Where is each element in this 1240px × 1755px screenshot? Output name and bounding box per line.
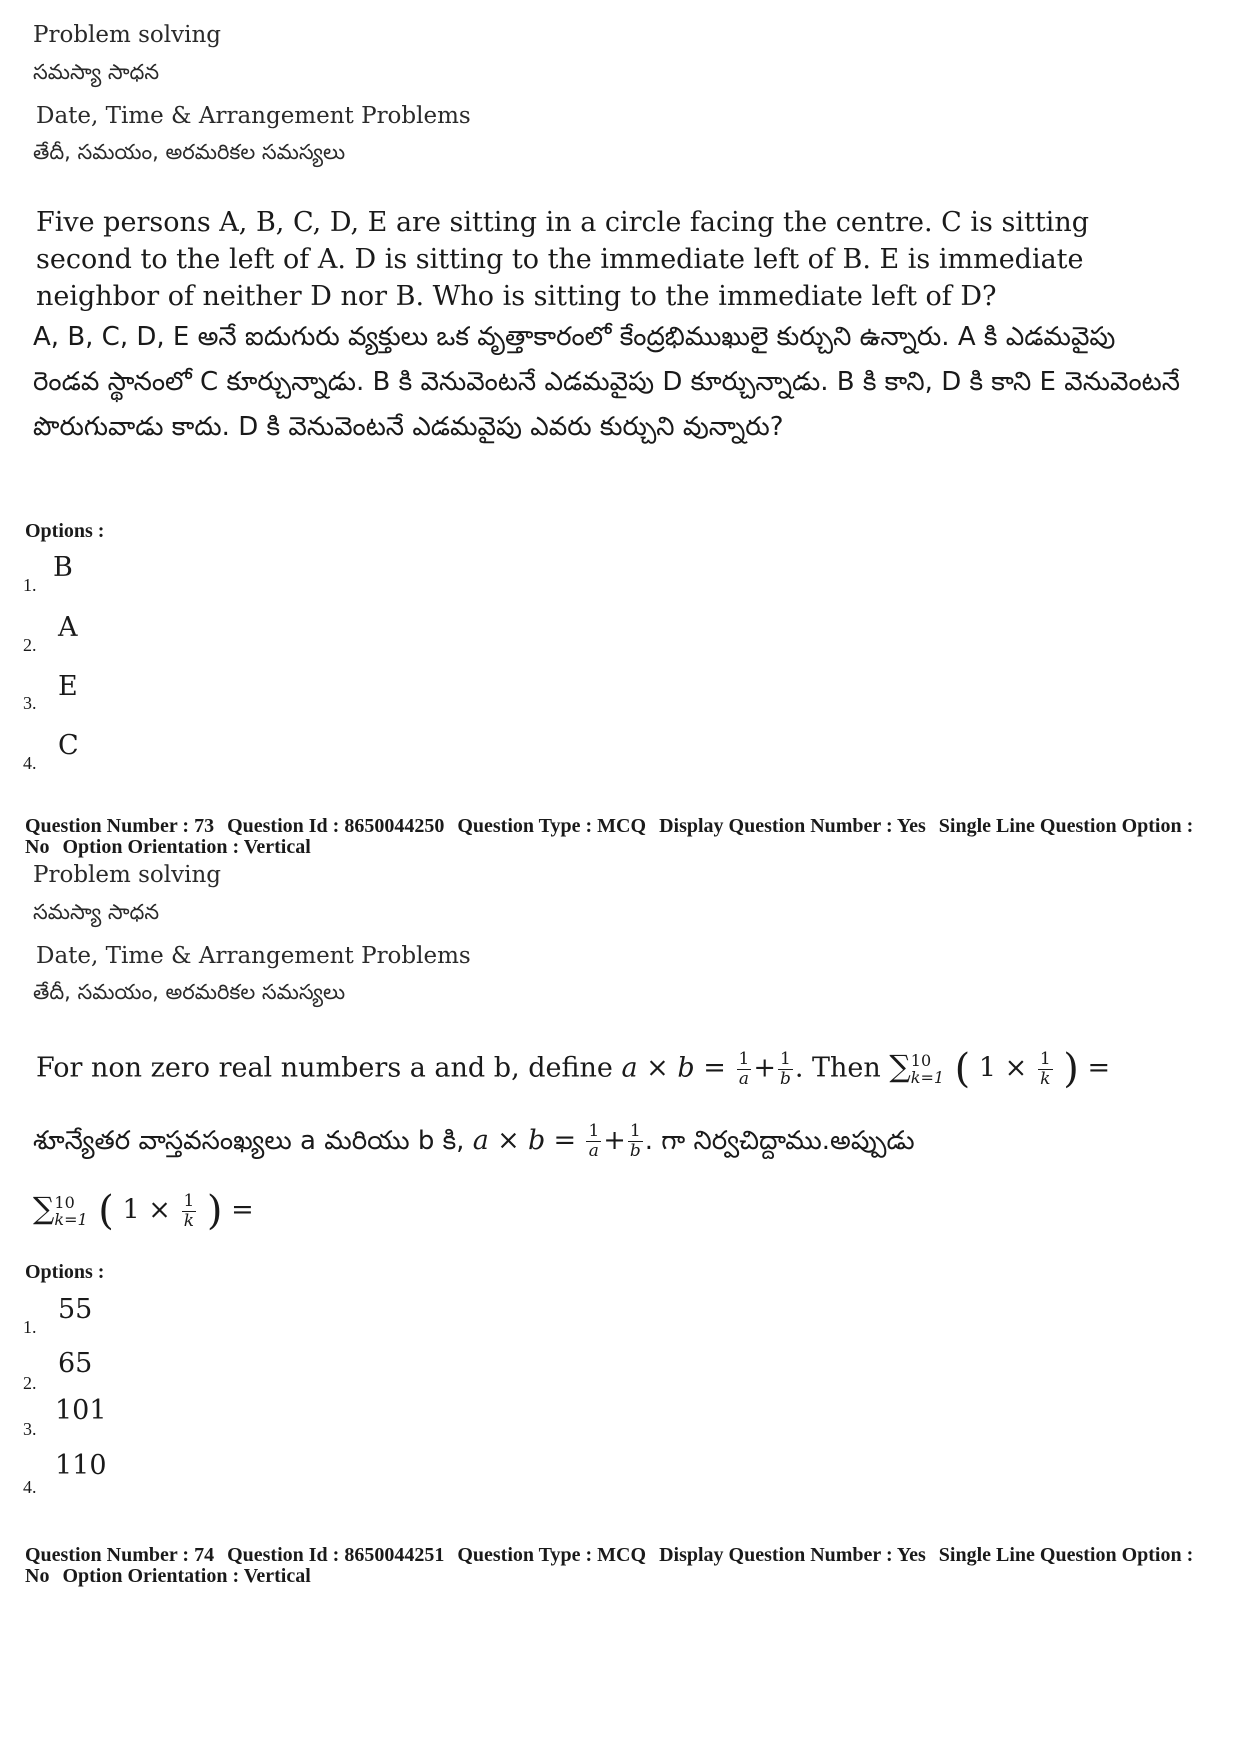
option-value[interactable]: 65 [58, 1348, 93, 1379]
option-number: 2. [23, 1373, 37, 1393]
option-value[interactable]: B [53, 552, 73, 583]
options-heading: Options : [25, 1261, 105, 1283]
subject-te: సమస్యా సాధన [33, 60, 160, 84]
sigma-symbol: ∑ [33, 1191, 55, 1227]
option-orientation: Option Orientation : Vertical [62, 1565, 311, 1587]
option-orientation: Option Orientation : Vertical [62, 836, 311, 858]
fraction-1-over-b: $\frac{1}{b}$ [629, 1121, 641, 1161]
option-number: 1. [23, 575, 37, 595]
sigma-symbol: ∑ [889, 1049, 911, 1085]
option-number: 4. [23, 1477, 37, 1497]
topic-te: తేదీ, సమయం, అరమరికల సమస్యలు [33, 140, 346, 164]
question-id: Question Id : 8650044250 [227, 815, 445, 837]
summation-expression: ∑ 10 k=1 ( 1 × $\frac{1}{k}$ ) = [33, 1188, 254, 1234]
fraction-1-over-a: $\frac{1}{a}$ [738, 1048, 750, 1089]
option-value[interactable]: E [58, 671, 78, 702]
fraction-1-over-a: $\frac{1}{a}$ [588, 1121, 600, 1161]
fraction-1-over-k: $\frac{1}{k}$ [1039, 1048, 1051, 1089]
fraction-1-over-k: $\frac{1}{k}$ [183, 1190, 195, 1231]
option-value[interactable]: A [58, 612, 78, 643]
option-number: 2. [23, 635, 37, 655]
topic-en: Date, Time & Arrangement Problems [36, 943, 471, 969]
display-question-number: Display Question Number : Yes [659, 1544, 926, 1566]
option-value[interactable]: 101 [55, 1395, 107, 1426]
question-type: Question Type : MCQ [457, 1544, 647, 1566]
subject-en: Problem solving [33, 22, 222, 48]
options-heading: Options : [25, 520, 105, 542]
question-text-en: Five persons A, B, C, D, E are sitting in a circle facing the centre. C is sitting second to the left of A. D is sitting to the immediate left of B. E is immediate neighbor of neither D nor B. Who is sitting to the immediate left of D? [36, 207, 1089, 312]
subject-en: Problem solving [33, 862, 222, 888]
display-question-number: Display Question Number : Yes [659, 815, 926, 837]
fraction-1-over-b: $\frac{1}{b}$ [779, 1048, 791, 1089]
single-line-option: Single Line Question Option : No [25, 1544, 1194, 1587]
subject-te: సమస్యా సాధన [33, 900, 160, 924]
option-number: 3. [23, 693, 37, 713]
question-text-en: For non zero real numbers a and b, define a × b = $\frac{1}{a}$ + $\frac{1}{b}$ . Then ∑ 10 k=1 ( 1 × $\frac{1}{k}$ ) = [36, 1046, 1111, 1092]
question-number: Question Number : 74 [25, 1544, 215, 1566]
question-meta [25, 1545, 1205, 1587]
option-number: 4. [23, 753, 37, 773]
question-meta [25, 816, 1205, 858]
question-id: Question Id : 8650044251 [227, 1544, 445, 1566]
topic-te: తేదీ, సమయం, అరమరికల సమస్యలు [33, 980, 346, 1004]
option-number: 3. [23, 1419, 37, 1439]
question-text-te: శూన్యేతర వాస్తవసంఖ్యలు a మరియు b కి, a × b = $\frac{1}{a}$ + $\frac{1}{b}$ . గా నిర్వచిద్దాము.అప్పుడు [33, 1121, 915, 1161]
question-type: Question Type : MCQ [457, 815, 647, 837]
question-number: Question Number : 73 [25, 815, 215, 837]
option-value[interactable]: 55 [58, 1294, 93, 1325]
option-value[interactable]: C [58, 730, 79, 761]
option-number: 1. [23, 1317, 37, 1337]
single-line-option: Single Line Question Option : No [25, 815, 1194, 858]
question-text-te: A, B, C, D, E అనే ఐదుగురు వ్యక్తులు ఒక వృత్తాకారంలో కేంద్రభిముఖులై కుర్చుని ఉన్నారు. A కి ఎడమవైపు రెండవ స్థానంలో C కూర్చున్నాడు. B కి వెనువెంటనే ఎడమవైపు D కూర్చున్నాడు. B కి కాని, D కి కాని E వెనువెంటనే పొరుగువాడు కాదు. D కి వెనువెంటనే ఎడమవైపు ఎవరు కుర్చుని వున్నారు? [33, 322, 1180, 442]
option-value[interactable]: 110 [55, 1450, 107, 1481]
topic-en: Date, Time & Arrangement Problems [36, 103, 471, 129]
